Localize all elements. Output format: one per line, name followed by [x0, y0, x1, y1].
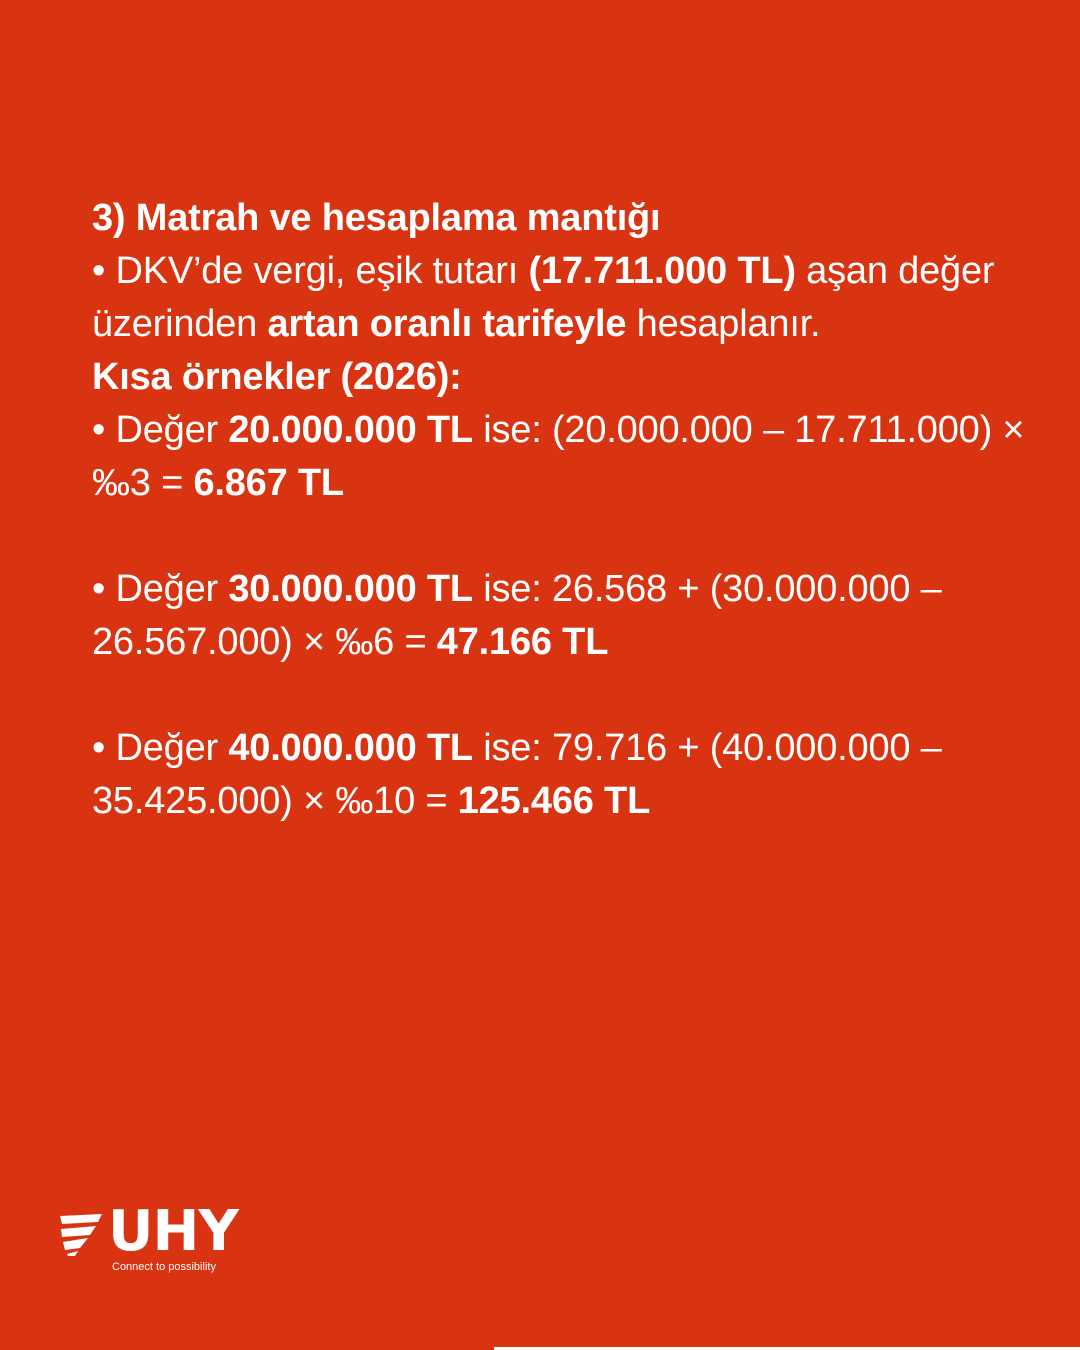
logo-wordmark: UHY [108, 1199, 238, 1264]
example-formula: ise: (20.000.000 – 17.711.000) × ‰3 = [92, 409, 1025, 504]
example-value: 20.000.000 TL [228, 409, 473, 451]
example-item-1: • Değer 20.000.000 TL ise: (20.000.000 – 17.711.000) × ‰3 = 6.867 TL [92, 409, 1025, 504]
logo-tagline: Connect to possibility [112, 1261, 216, 1273]
section-title: 3) Matrah ve hesaplama mantığı [92, 197, 661, 239]
example-formula: ise: 79.716 + (40.000.000 – 35.425.000) × ‰10 = [92, 727, 942, 822]
tariff-emphasis: artan oranlı tarifeyle [267, 303, 627, 345]
example-value: 30.000.000 TL [228, 568, 473, 610]
uhy-stripes-icon [58, 1210, 104, 1256]
threshold-amount: (17.711.000 TL) [528, 250, 796, 292]
example-result: 6.867 TL [193, 462, 344, 504]
example-item-3: • Değer 40.000.000 TL ise: 79.716 + (40.000.000 – 35.425.000) × ‰10 = 125.466 TL [92, 727, 942, 822]
content-block [92, 192, 1042, 828]
spacer [92, 669, 1042, 722]
intro-text-1: • DKV’de vergi, eşik tutarı [92, 250, 529, 292]
example-item-2: • Değer 30.000.000 TL ise: 26.568 + (30.000.000 – 26.567.000) × ‰6 = 47.166 TL [92, 568, 942, 663]
example-result: 125.466 TL [457, 780, 651, 822]
intro-paragraph [92, 245, 1042, 351]
example-formula: ise: 26.568 + (30.000.000 – 26.567.000) × ‰6 = [92, 568, 942, 663]
intro-text-2: aşan değer üzerinden [92, 250, 995, 345]
spacer [92, 510, 1042, 563]
example-result: 47.166 TL [436, 621, 609, 663]
uhy-logo [58, 1199, 258, 1278]
example-value: 40.000.000 TL [228, 727, 473, 769]
intro-text-3: hesaplanır. [626, 303, 821, 345]
examples-heading: Kısa örnekler (2026): [92, 356, 462, 398]
